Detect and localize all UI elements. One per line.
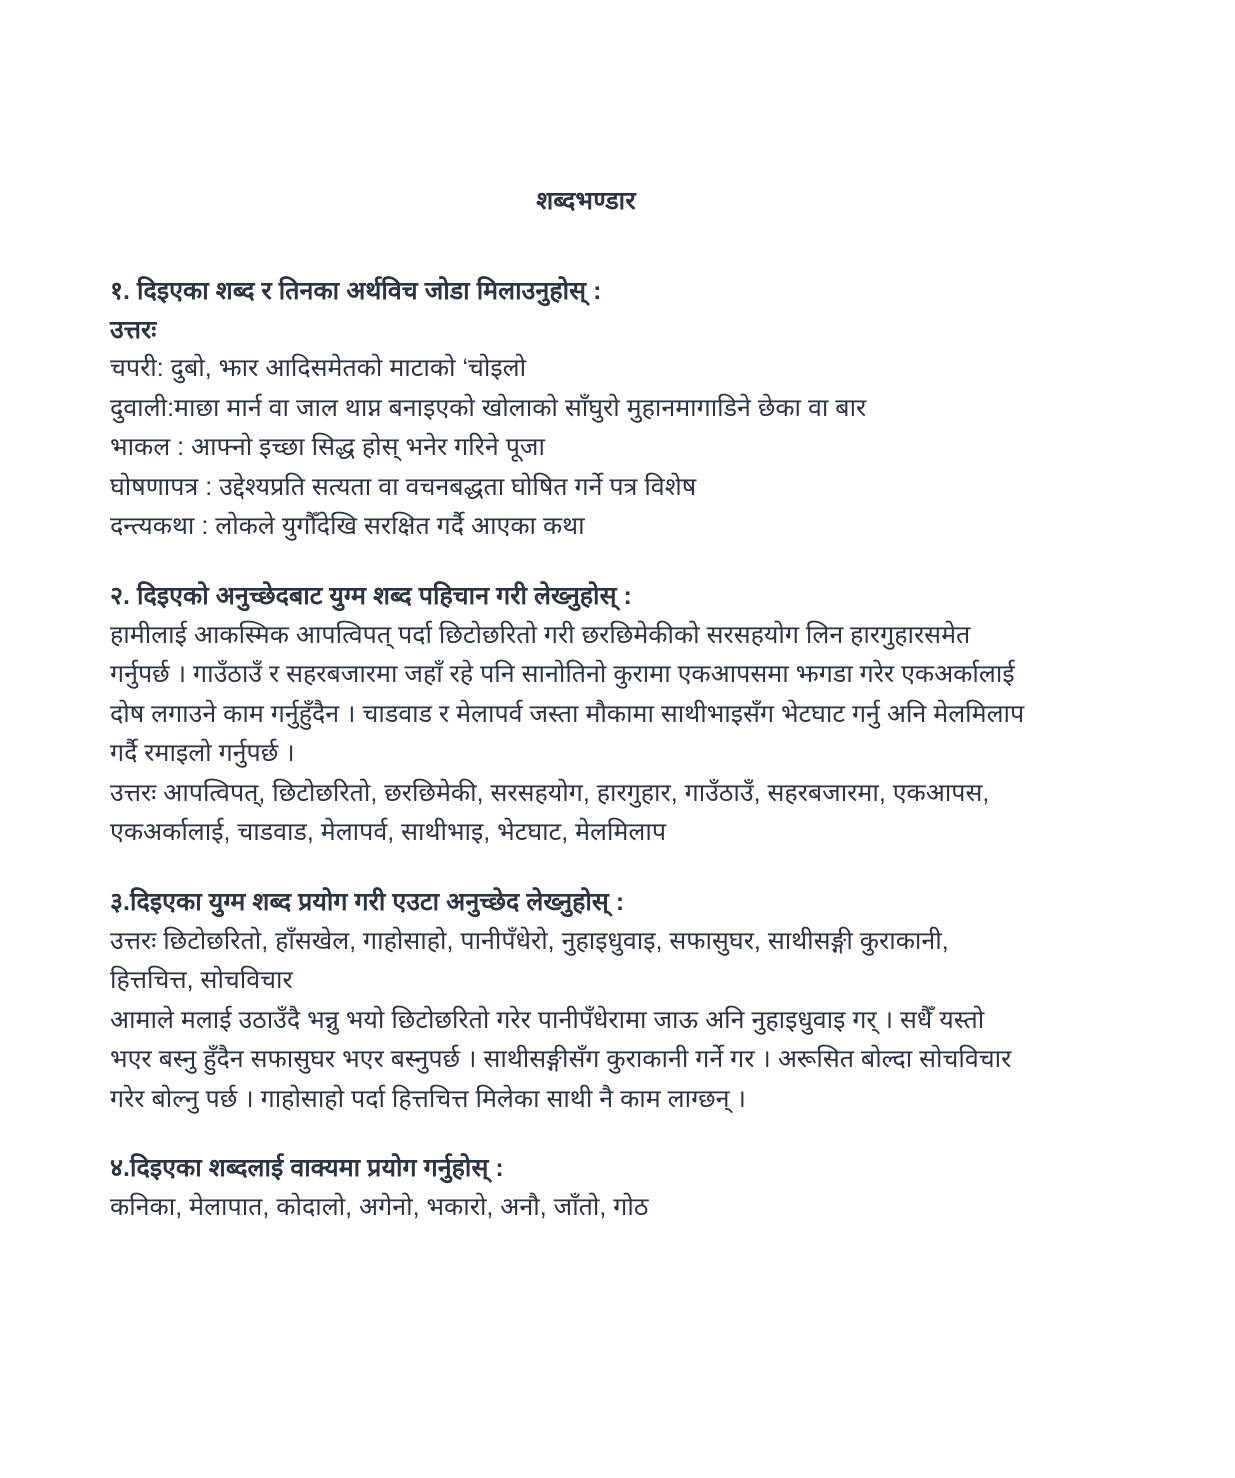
section-1-answer-label: उत्तरः xyxy=(110,316,157,344)
section-3-heading: ३.दिइएका युग्म शब्द प्रयोग गरी एउटा अनुच्छेद लेख्नुहोस् : xyxy=(110,887,625,916)
section-3-passage xyxy=(110,1001,1180,1120)
section-1-answer-line: घोषणापत्र : उद्देश्यप्रति सत्यता वा वचनबद्धता घोषित गर्ने पत्र विशेष xyxy=(110,472,697,501)
section-1-heading: १. दिइएका शब्द र तिनका अर्थविच जोडा मिलाउनुहोस् : xyxy=(110,277,602,305)
passage-line: भएर बस्नु हुँदैन सफासुघर भएर बस्नुपर्छ । साथीसङ्गीसँग कुराकानी गर्ने गर । अरूसित बोल्दा सोचविचार xyxy=(110,1045,1012,1073)
passage-line: गर्दै रमाइलो गर्नुपर्छ । xyxy=(110,739,295,767)
section-2 xyxy=(110,577,1180,853)
section-1-answer-line: चपरी: दुबो, झार आदिसमेतको माटाको ‘चोइलो xyxy=(110,354,527,382)
section-2-passage xyxy=(110,616,1180,774)
document-body xyxy=(110,272,1180,1228)
passage-line: आमाले मलाई उठाउँदै भन्नु भयो छिटोछरितो गरेर पानीपँधेरामा जाऊ अनि नुहाइधुवाइ गर् । सधैँ यस्तो xyxy=(110,1005,985,1034)
section-2-heading: २. दिइएको अनुच्छेदबाट युग्म शब्द पहिचान गरी लेख्नुहोस् : xyxy=(110,581,632,610)
section-1-answer-line: दन्त्यकथा : लोकले युगौँदेखि सरक्षित गर्दै आएका कथा xyxy=(110,512,585,540)
section-2-answer-line: एकअर्कालाई, चाडवाड, मेलापर्व, साथीभाइ, भेटघाट, मेलमिलाप xyxy=(110,818,667,846)
document-title: शब्दभण्डार xyxy=(536,187,636,215)
section-4-heading: ४.दिइएका शब्दलाई वाक्यमा प्रयोग गर्नुहोस् : xyxy=(110,1154,504,1182)
section-1-answer-line: दुवाली:माछा मार्न वा जाल थाप्न बनाइएको खोलाको साँघुरो मुहानमागाडिने छेका वा बार xyxy=(110,393,867,422)
passage-line: गर्नुपर्छ । गाउँठाउँ र सहरबजारमा जहाँ रहे पनि सानोतिनो कुरामा एकआपसमा झगडा गरेर एकअर्कालाई xyxy=(110,660,1015,688)
section-3-answer-line: उत्तरः छिटोछरितो, हाँसखेल, गाहोसाहो, पानीपँधेरो, नुहाइधुवाइ, सफासुघर, साथीसङ्गी कुराकानी, xyxy=(110,926,949,955)
passage-line: दोष लगाउने काम गर्नुहुँदैन । चाडवाड र मेलापर्व जस्ता मौकामा साथीभाइसँग भेटघाट गर्नु अनि मेलमिलाप xyxy=(110,699,1025,728)
section-1-answer-line: भाकल : आफ्नो इच्छा सिद्ध होस् भनेर गरिने पूजा xyxy=(110,433,545,461)
section-4-word-list: कनिका, मेलापात, कोदालो, अगेनो, भकारो, अनौ, जाँतो, गोठ xyxy=(110,1193,649,1221)
section-1 xyxy=(110,272,1180,547)
section-3-answer-line: हित्तचित्त, सोचविचार xyxy=(110,966,293,994)
section-2-answer-line: उत्तरः आपत्विपत्, छिटोछरितो, छरछिमेकी, सरसहयोग, हारगुहार, गाउँठाउँ, सहरबजारमा, एकआपस, xyxy=(110,778,990,807)
section-3 xyxy=(110,883,1180,1120)
passage-line: हामीलाई आकस्मिक आपत्विपत् पर्दा छिटोछरितो गरी छरछिमेकीको सरसहयोग लिन हारगुहारसमेत xyxy=(110,620,971,649)
section-4 xyxy=(110,1149,1180,1228)
passage-line: गरेर बोल्नु पर्छ । गाहोसाहो पर्दा हित्तचित्त मिलेका साथी नै काम लाग्छन् । xyxy=(110,1084,746,1113)
